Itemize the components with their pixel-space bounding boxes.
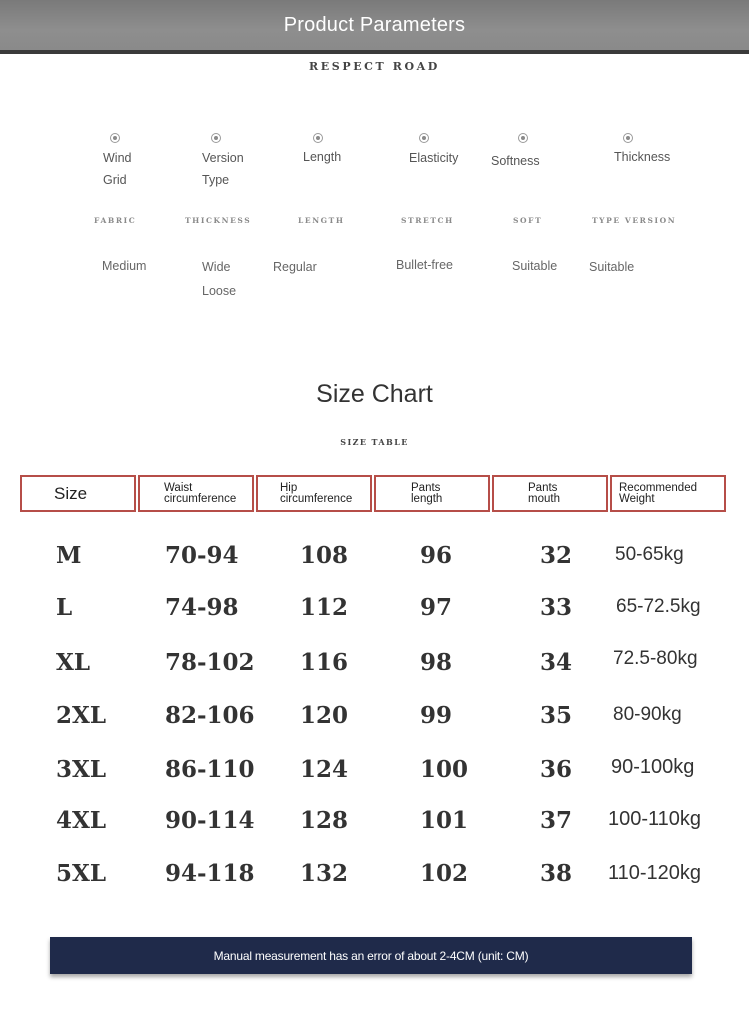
param-label: Length <box>303 150 342 164</box>
mouth-cell: 37 <box>540 807 573 834</box>
page-header <box>0 0 749 54</box>
header-cell-hip: Hip circumference <box>256 475 372 512</box>
size-cell: 4XL <box>56 807 107 834</box>
size-cell: 2XL <box>56 702 107 729</box>
mouth-cell: 38 <box>540 860 573 887</box>
weight-cell: 80-90kg <box>613 704 682 725</box>
weight-cell: 90-100kg <box>611 756 695 778</box>
brand-subtitle: RESPECT ROAD <box>309 60 440 73</box>
param-caption: LENGTH <box>298 216 345 225</box>
header-title: Product Parameters <box>283 13 466 36</box>
length-cell: 102 <box>420 860 469 887</box>
waist-cell: 70-94 <box>165 542 239 569</box>
mouth-cell: 32 <box>540 542 573 569</box>
waist-cell: 90-114 <box>165 807 255 834</box>
hip-cell: 116 <box>300 649 349 676</box>
length-cell: 97 <box>420 594 453 621</box>
mouth-cell: 35 <box>540 702 573 729</box>
length-cell: 99 <box>420 702 453 729</box>
param-value: Suitable <box>512 259 558 273</box>
param-value: Suitable <box>589 260 635 274</box>
radio-icon <box>110 133 120 143</box>
mouth-cell: 36 <box>540 756 573 783</box>
radio-icon <box>313 133 323 143</box>
waist-cell: 78-102 <box>165 649 255 676</box>
weight-cell: 72.5-80kg <box>613 648 698 669</box>
waist-cell: 86-110 <box>165 756 255 783</box>
param-caption: FABRIC <box>94 216 137 225</box>
size-chart-title: Size Chart <box>316 380 433 408</box>
radio-icon <box>211 133 221 143</box>
size-cell: 3XL <box>56 756 107 783</box>
weight-cell: 65-72.5kg <box>616 596 701 617</box>
param-value: Wide Loose <box>202 260 237 298</box>
radio-icon <box>518 133 528 143</box>
length-cell: 100 <box>420 756 469 783</box>
waist-cell: 94-118 <box>165 860 255 887</box>
hip-cell: 108 <box>300 542 349 569</box>
radio-icon <box>419 133 429 143</box>
param-label: Elasticity <box>409 151 459 165</box>
hip-cell: 124 <box>300 756 349 783</box>
radio-icon <box>623 133 633 143</box>
param-caption: STRETCH <box>401 216 454 225</box>
param-value: Regular <box>273 260 317 274</box>
length-cell: 98 <box>420 649 453 676</box>
size-chart-subtitle: SIZE TABLE <box>340 437 409 447</box>
param-caption: THICKNESS <box>185 216 252 225</box>
length-cell: 96 <box>420 542 453 569</box>
waist-cell: 82-106 <box>165 702 255 729</box>
hip-cell: 112 <box>300 594 349 621</box>
param-label: Softness <box>491 154 540 168</box>
param-label: Version Type <box>202 151 244 187</box>
param-value: Medium <box>102 259 147 273</box>
header-cell-pants-mouth: Pants mouth <box>492 475 608 512</box>
size-cell: XL <box>56 649 91 676</box>
header-cell-waist: Waist circumference <box>138 475 254 512</box>
mouth-cell: 33 <box>540 594 573 621</box>
measurement-note <box>50 937 692 974</box>
hip-cell: 120 <box>300 702 349 729</box>
weight-cell: 100-110kg <box>608 808 702 830</box>
param-value: Bullet-free <box>396 258 453 272</box>
header-cell-size: Size <box>20 475 136 512</box>
size-cell: L <box>56 594 73 621</box>
param-label: Wind Grid <box>103 151 132 187</box>
size-cell: 5XL <box>56 860 107 887</box>
header-cell-pants-length: Pants length <box>374 475 490 512</box>
weight-cell: 110-120kg <box>608 862 702 884</box>
mouth-cell: 34 <box>540 649 573 676</box>
length-cell: 101 <box>420 807 469 834</box>
param-caption: SOFT <box>513 216 543 225</box>
note-text: Manual measurement has an error of about 2-4CM (unit: CM) <box>213 948 529 963</box>
header-cell-weight: Recommended Weight <box>610 475 726 512</box>
param-label: Thickness <box>614 150 671 164</box>
weight-cell: 50-65kg <box>615 544 684 565</box>
waist-cell: 74-98 <box>165 594 239 621</box>
param-caption: TYPE VERSION <box>592 216 677 225</box>
hip-cell: 132 <box>300 860 349 887</box>
hip-cell: 128 <box>300 807 349 834</box>
size-cell: M <box>56 542 82 569</box>
